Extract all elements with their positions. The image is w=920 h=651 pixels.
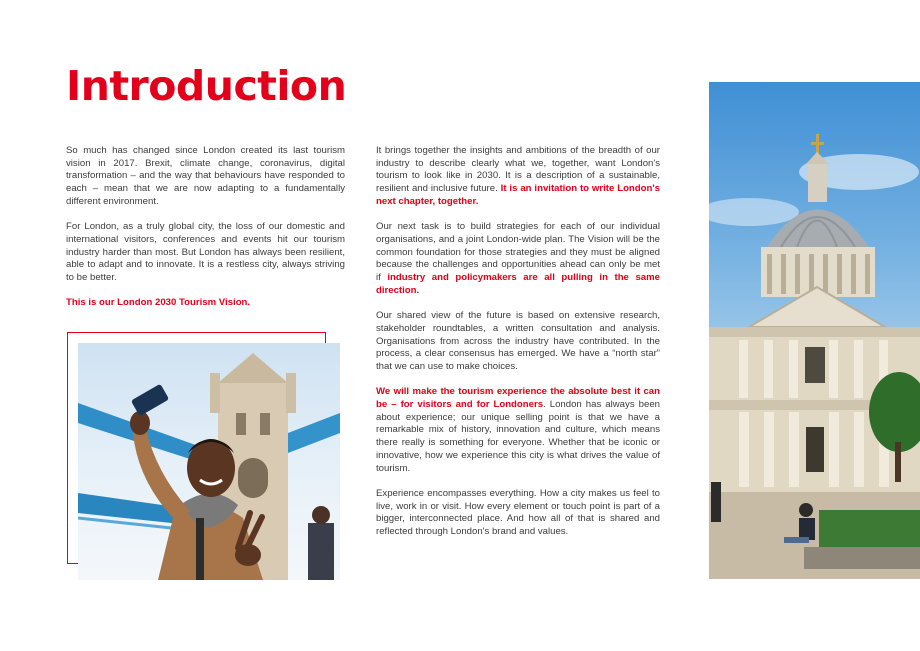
vision-statement: This is our London 2030 Tourism Vision. [66,297,251,309]
st-pauls-cathedral-photo [709,82,920,579]
left-paragraph-1: So much has changed since London created its last tourism vision in 2017. Brexit, climate change, coronavirus, digital transformation – and the way that behaviours have responded to each – mean that we are now adapting to a fundamentally different environment. [66,145,345,207]
right-paragraph-3: Our shared view of the future is based on extensive research, stakeholder roundtables, a written consultation and analysis. Organisations from across the industry have contributed. In the process, a clear consensus has emerged. We have a “north star” that we can use to make choices. [376,310,660,372]
right-paragraph-1-text: It brings together the insights and ambitions of the breadth of our industry to describe clearly what we, together, want London's tourism to look like in 2030. It is a description of a sustainable, resilient and inclusive future. [376,145,660,195]
right-paragraph-2 [376,221,660,297]
right-paragraph-4 [376,386,660,475]
right-paragraph-4-text: . London has always been about experience; our unique selling point is that we have a remarkable mix of history, innovation and culture, which means there really is something for everyone. Whether that be iconic or innovative, how we experience this city is what drives the value of tourism. [376,399,660,474]
right-paragraph-2-highlight: industry and policymakers are all pulling in the same direction. [376,272,660,296]
right-paragraph-2-text: Our next task is to build strategies for each of our individual organisations, and a joint London-wide plan. The Vision will be the common foundation for those strategies and they must be aligned because the challenges and opportunities ahead can only be met if [376,221,660,284]
left-text-column [66,145,345,323]
right-paragraph-4-highlight: We will make the tourism experience the absolute best it can be – for visitors and for Londoners [376,386,660,411]
right-paragraph-5: Experience encompasses everything. How a city makes us feel to live, work in or visit. How every element or touch point is part of a bigger, interconnected place. And how all of that is shared and reflected through London's brand and values. [376,487,660,538]
right-text-column [376,145,660,551]
right-paragraph-1-highlight: It is an invitation to write London's next chapter, together. [376,183,660,207]
right-paragraph-1 [376,145,660,209]
selfie-tower-bridge-photo [78,343,340,580]
left-paragraph-2: For London, as a truly global city, the loss of our domestic and international visitors, conferences and events hit our tourism industry harder than most. But London has always been resilient, able to adapt and to innovate. It is a restless city, always striving to be better. [66,221,345,284]
page-title: Introduction [66,62,347,110]
